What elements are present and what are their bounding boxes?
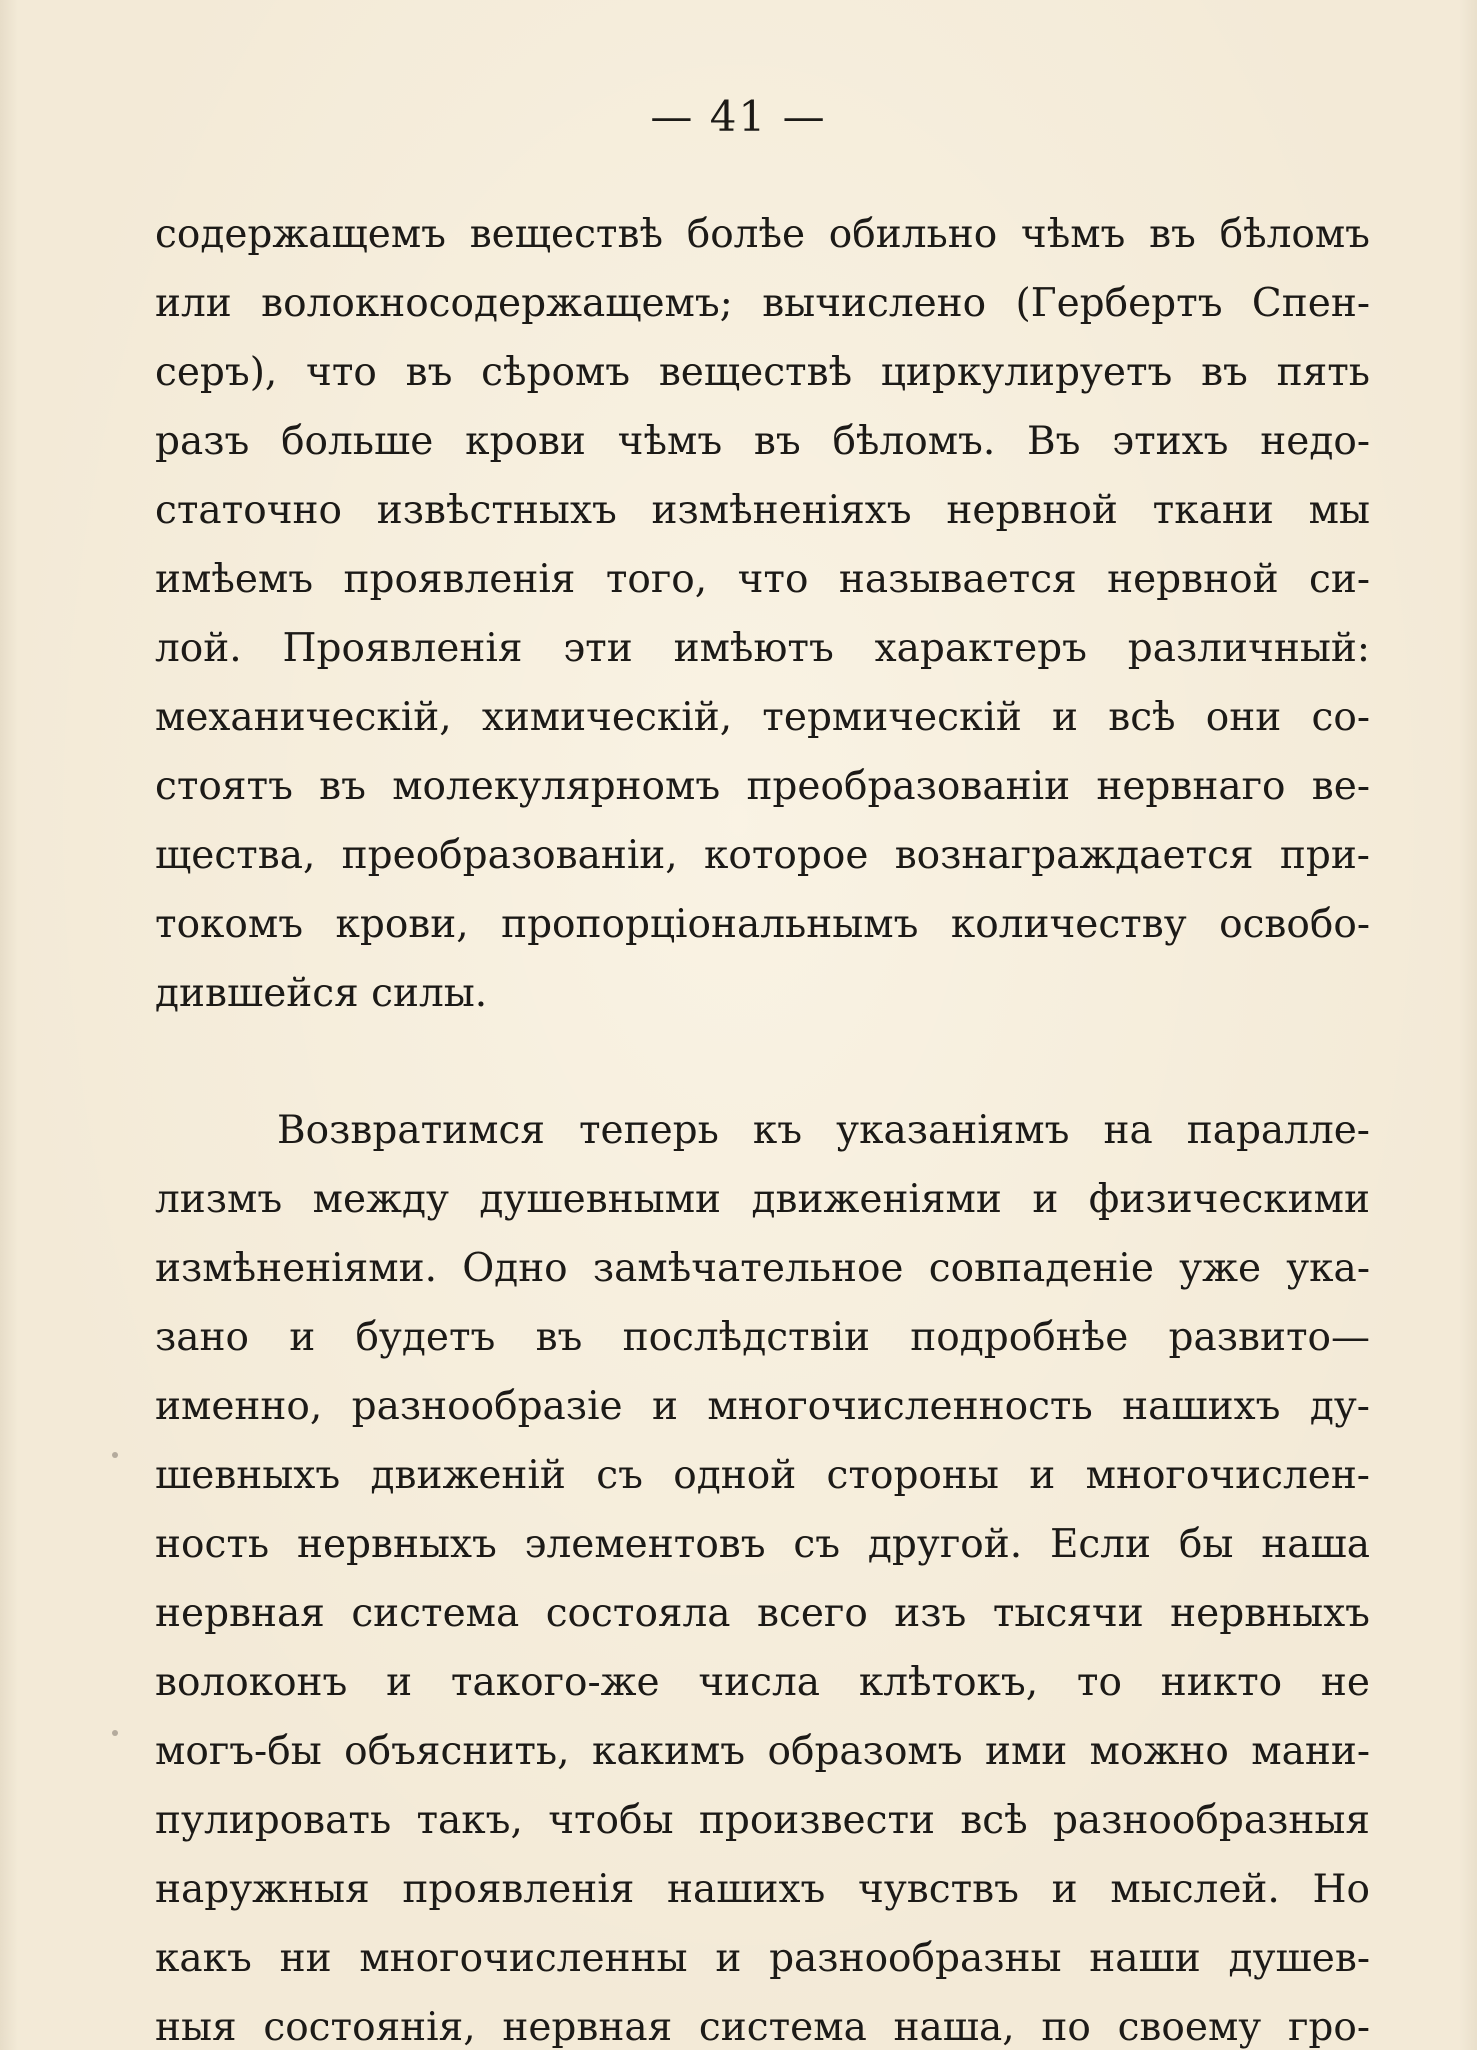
text-line: именно, разнообразіе и многочисленность нашихъ ду-	[155, 1384, 1370, 1429]
text-line: нервная система состояла всего изъ тысячи нервныхъ	[155, 1591, 1370, 1636]
text-line: наружныя проявленія нашихъ чувствъ и мыслей. Но	[155, 1867, 1370, 1912]
text-line: лой. Проявленія эти имѣютъ характеръ различный:	[155, 626, 1370, 671]
paragraph-1	[155, 200, 1370, 1028]
text-line: шевныхъ движеній съ одной стороны и многочислен-	[155, 1453, 1370, 1498]
text-line: токомъ крови, пропорціональнымъ количеству освобо-	[155, 902, 1370, 947]
text-line: механическій, химическій, термическій и всѣ они со-	[155, 695, 1370, 740]
text-line: Возвратимся теперь къ указаніямъ на паралле-	[277, 1108, 1370, 1153]
paragraph-gap	[155, 1028, 1370, 1096]
text-line: измѣненіями. Одно замѣчательное совпаденіе уже ука-	[155, 1246, 1370, 1291]
text-line: или волокносодержащемъ; вычислено (Гербертъ Спен-	[155, 281, 1370, 326]
body-text	[155, 200, 1370, 2050]
text-line: ныя состоянія, нервная система наша, по своему гро-	[155, 2005, 1370, 2050]
margin-mark	[112, 1452, 118, 1458]
text-line: стоятъ въ молекулярномъ преобразованіи нервнаго ве-	[155, 764, 1370, 809]
text-line: разъ больше крови чѣмъ въ бѣломъ. Въ этихъ недо-	[155, 419, 1370, 464]
text-line: статочно извѣстныхъ измѣненіяхъ нервной ткани мы	[155, 488, 1370, 533]
text-line: лизмъ между душевными движеніями и физическими	[155, 1177, 1370, 1222]
margin-mark	[112, 1730, 118, 1736]
text-line: зано и будетъ въ послѣдствіи подробнѣе развито—	[155, 1315, 1370, 1360]
text-line: ность нервныхъ элементовъ съ другой. Если бы наша	[155, 1522, 1370, 1567]
text-line: имѣемъ проявленія того, что называется нервной си-	[155, 557, 1370, 602]
text-line: дившейся силы.	[155, 971, 488, 1016]
text-line: пулировать такъ, чтобы произвести всѣ разнообразныя	[155, 1798, 1370, 1843]
text-line: содержащемъ веществѣ болѣе обильно чѣмъ въ бѣломъ	[155, 212, 1370, 257]
text-line: щества, преобразованіи, которое вознаграждается при-	[155, 833, 1370, 878]
text-line: волоконъ и такого-же числа клѣтокъ, то никто не	[155, 1660, 1370, 1705]
text-line: серъ), что въ сѣромъ веществѣ циркулируетъ въ пять	[155, 350, 1370, 395]
paragraph-2	[155, 1096, 1370, 2050]
text-line: какъ ни многочисленны и разнообразны наши душев-	[155, 1936, 1370, 1981]
page-number: — 41 —	[650, 92, 827, 141]
text-line: могъ-бы объяснить, какимъ образомъ ими можно мани-	[155, 1729, 1370, 1774]
